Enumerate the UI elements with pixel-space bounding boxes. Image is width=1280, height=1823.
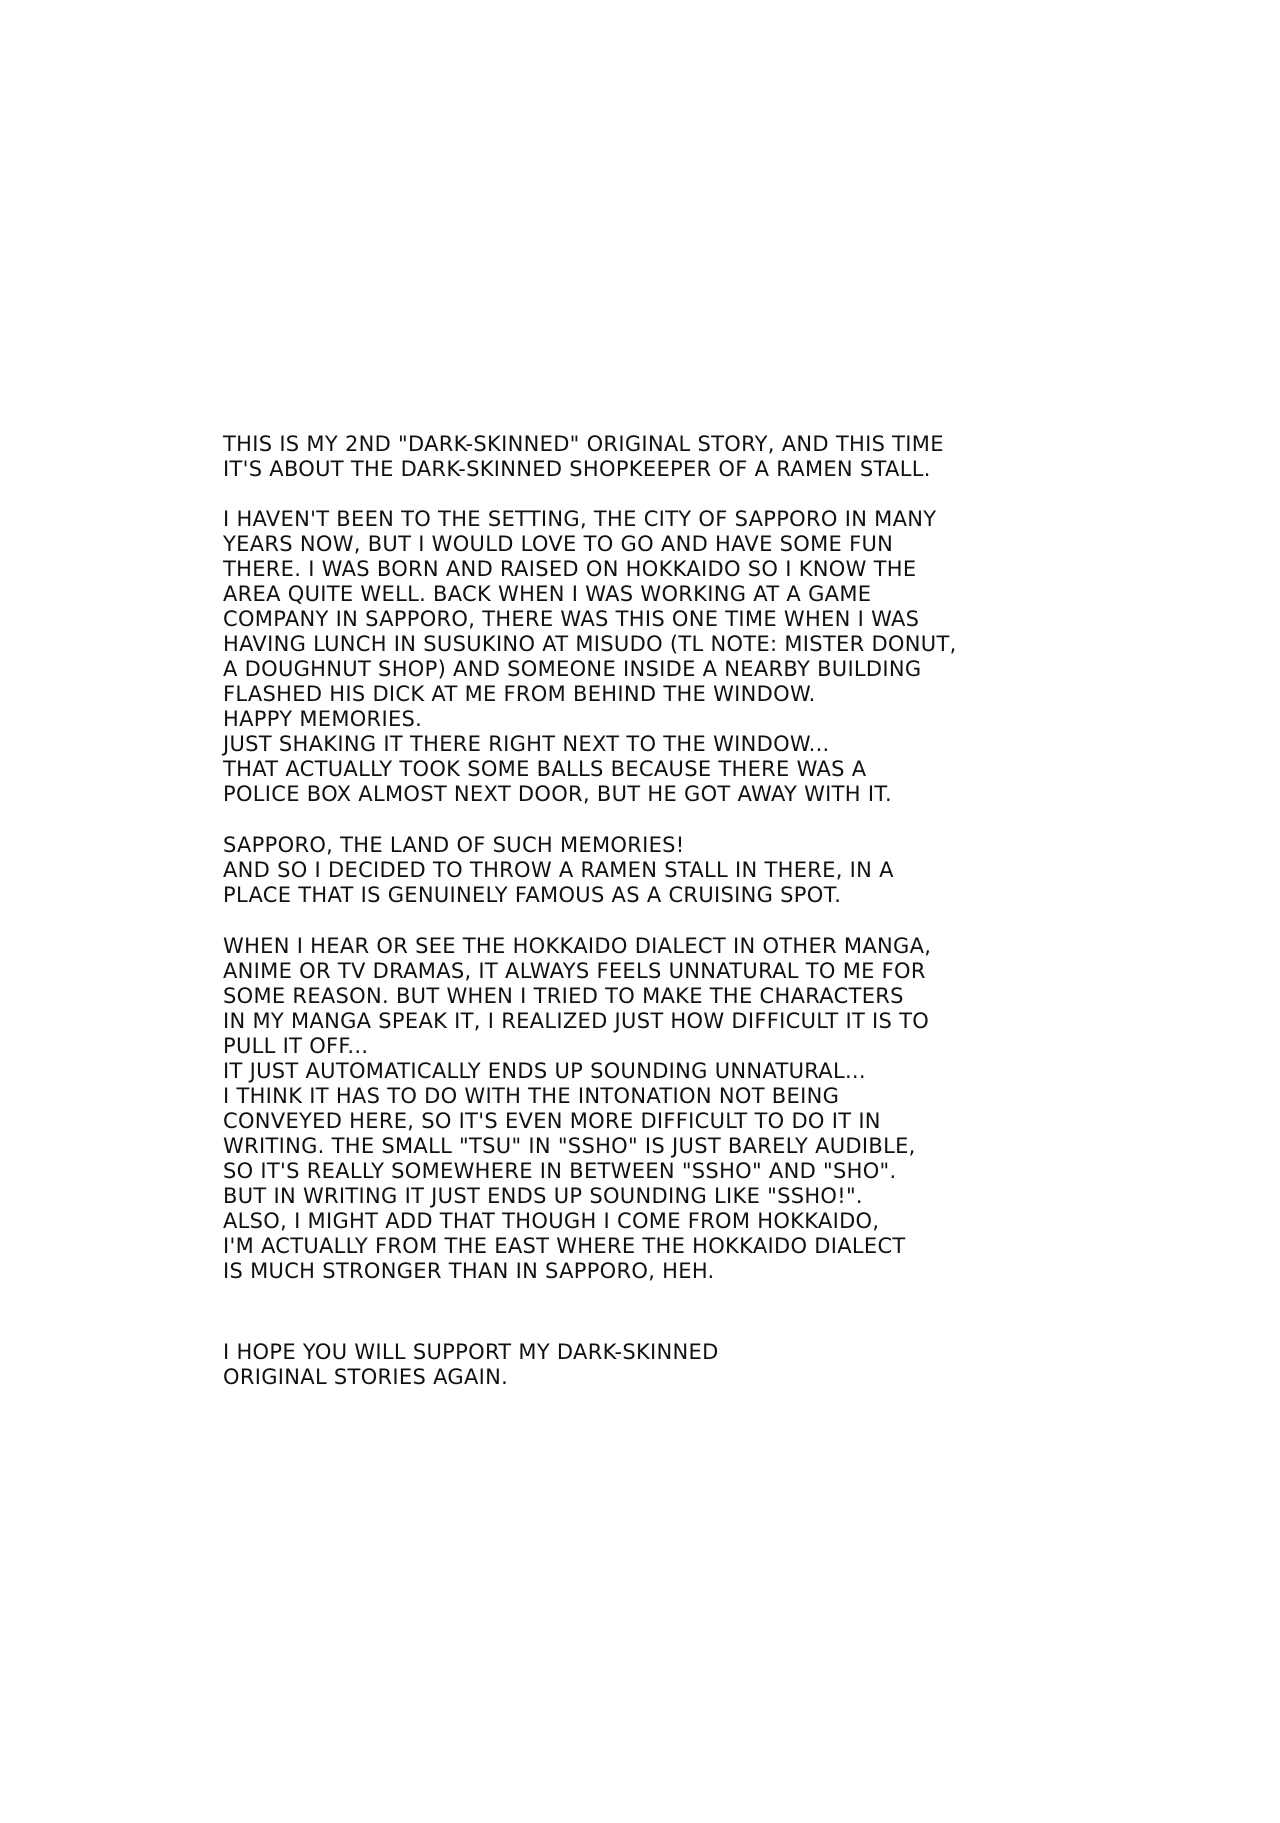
paragraph-closing	[223, 1340, 1123, 1390]
text-line: BUT IN WRITING IT JUST ENDS UP SOUNDING LIKE "SSHO!".	[223, 1184, 863, 1208]
paragraph-gap	[223, 908, 1123, 934]
paragraph-ramen-stall	[223, 833, 1123, 908]
text-line: I HOPE YOU WILL SUPPORT MY DARK-SKINNED	[223, 1340, 719, 1364]
text-line: ANIME OR TV DRAMAS, IT ALWAYS FEELS UNNATURAL TO ME FOR	[223, 959, 926, 983]
text-line: WHEN I HEAR OR SEE THE HOKKAIDO DIALECT IN OTHER MANGA,	[223, 934, 932, 958]
text-line: ORIGINAL STORIES AGAIN.	[223, 1365, 509, 1389]
text-line: IS MUCH STRONGER THAN IN SAPPORO, HEH.	[223, 1259, 715, 1283]
text-line: I THINK IT HAS TO DO WITH THE INTONATION NOT BEING	[223, 1084, 840, 1108]
text-line: SO IT'S REALLY SOMEWHERE IN BETWEEN "SSHO" AND "SHO".	[223, 1159, 897, 1183]
afterword-text	[223, 432, 1123, 1390]
text-line: YEARS NOW, BUT I WOULD LOVE TO GO AND HAVE SOME FUN	[223, 532, 894, 556]
paragraph-dialect	[223, 934, 1123, 1284]
text-line: CONVEYED HERE, SO IT'S EVEN MORE DIFFICULT TO DO IT IN	[223, 1109, 881, 1133]
text-line: THIS IS MY 2ND "DARK-SKINNED" ORIGINAL STORY, AND THIS TIME	[223, 432, 944, 456]
paragraph-gap	[223, 482, 1123, 507]
text-line: JUST SHAKING IT THERE RIGHT NEXT TO THE WINDOW...	[223, 732, 830, 756]
text-line: SAPPORO, THE LAND OF SUCH MEMORIES!	[223, 833, 685, 857]
text-line: IT JUST AUTOMATICALLY ENDS UP SOUNDING UNNATURAL...	[223, 1059, 866, 1083]
text-line: AND SO I DECIDED TO THROW A RAMEN STALL IN THERE, IN A	[223, 858, 894, 882]
text-line: COMPANY IN SAPPORO, THERE WAS THIS ONE TIME WHEN I WAS	[223, 607, 920, 631]
text-line: PLACE THAT IS GENUINELY FAMOUS AS A CRUISING SPOT.	[223, 883, 842, 907]
paragraph-intro	[223, 432, 1123, 482]
text-line: I HAVEN'T BEEN TO THE SETTING, THE CITY OF SAPPORO IN MANY	[223, 507, 937, 531]
text-line: HAVING LUNCH IN SUSUKINO AT MISUDO (TL NOTE: MISTER DONUT,	[223, 632, 957, 656]
paragraph-sapporo-story	[223, 507, 1123, 807]
text-line: IN MY MANGA SPEAK IT, I REALIZED JUST HOW DIFFICULT IT IS TO	[223, 1009, 930, 1033]
text-line: I'M ACTUALLY FROM THE EAST WHERE THE HOKKAIDO DIALECT	[223, 1234, 906, 1258]
paragraph-gap	[223, 807, 1123, 833]
text-line: AREA QUITE WELL. BACK WHEN I WAS WORKING AT A GAME	[223, 582, 872, 606]
text-line: FLASHED HIS DICK AT ME FROM BEHIND THE WINDOW.	[223, 682, 816, 706]
text-line: IT'S ABOUT THE DARK-SKINNED SHOPKEEPER OF A RAMEN STALL.	[223, 457, 931, 481]
text-line: HAPPY MEMORIES.	[223, 707, 423, 731]
text-line: WRITING. THE SMALL "TSU" IN "SSHO" IS JUST BARELY AUDIBLE,	[223, 1134, 916, 1158]
text-line: THERE. I WAS BORN AND RAISED ON HOKKAIDO SO I KNOW THE	[223, 557, 917, 581]
text-line: A DOUGHNUT SHOP) AND SOMEONE INSIDE A NEARBY BUILDING	[223, 657, 922, 681]
text-line: SOME REASON. BUT WHEN I TRIED TO MAKE THE CHARACTERS	[223, 984, 904, 1008]
paragraph-gap	[223, 1284, 1123, 1340]
text-line: POLICE BOX ALMOST NEXT DOOR, BUT HE GOT AWAY WITH IT.	[223, 782, 892, 806]
text-line: PULL IT OFF...	[223, 1034, 369, 1058]
text-line: ALSO, I MIGHT ADD THAT THOUGH I COME FROM HOKKAIDO,	[223, 1209, 880, 1233]
text-line: THAT ACTUALLY TOOK SOME BALLS BECAUSE THERE WAS A	[223, 757, 867, 781]
